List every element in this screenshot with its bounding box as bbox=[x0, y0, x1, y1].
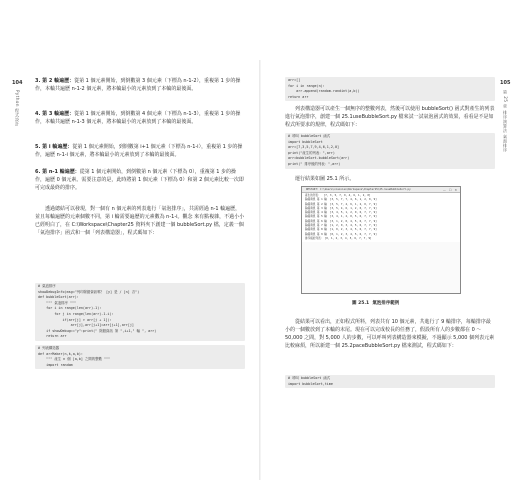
left-chapter-label: Python 程式設計 bbox=[15, 90, 20, 127]
code-line: for j in range(len(arr)-1-i): bbox=[38, 311, 114, 316]
code-line: return arr bbox=[38, 334, 67, 339]
right-code-use-bubble-sort bbox=[285, 133, 495, 169]
code-line: print(" 排序後的列表：",arr) bbox=[288, 161, 341, 166]
caption-text: 氣泡排序範例 bbox=[372, 301, 400, 306]
left-code-arr-maker bbox=[35, 345, 245, 369]
left-paragraph: 透過總結可以發現，對一個有 n 個元素的列表進行「氣泡排序」，共需經過 n-1 輪遍歷，並且每輪遍歷的元素個數不同，第 i 輪需要遍歷的元素數為 n-1-i。觀念 來有點複雜，不過小小已經明白了，在 C:\Workspace\Chapter25 資料夾下創建一個 bubbleSort.py 檔，定義一個「氣泡排序」函式和一個「列表構造器」，程式碼如下： bbox=[35, 206, 245, 236]
code-line: return arr bbox=[288, 94, 309, 99]
output-line: 除錯資訊 第 8 輪 [1, 0, 2, 3, 4, 5, 6, 7, 7, 9] bbox=[305, 228, 377, 232]
step-label: 4. 第 3 輪遍歷： bbox=[35, 111, 75, 117]
right-page-number: 105 bbox=[500, 80, 511, 86]
code-line: def arrMaker(n,k,a,b): bbox=[38, 351, 83, 356]
output-line: 除錯資訊 第 9 輪 [0, 1, 2, 3, 4, 5, 6, 7, 7, 9] bbox=[305, 232, 377, 236]
left-code-bubble-sort bbox=[35, 283, 245, 341]
code-line: arr=[7,3,5,7,9,4,6,1,2,0] bbox=[288, 145, 340, 150]
window-controls-icon: — ☐ ✕ bbox=[442, 188, 458, 192]
code-line: import bubbleSort,time bbox=[288, 381, 333, 386]
code-line: import random bbox=[38, 362, 73, 367]
code-line: """ 產生 n 個 [a,b] 之間的整數 """ bbox=[38, 357, 111, 362]
output-line: 產生的列表： [7, 3, 5, 7, 9, 4, 6, 1, 2, 0] bbox=[305, 194, 371, 197]
output-line: 除錯資訊 第 4 輪 [3, 4, 5, 1, 2, 0, 6, 7, 7, 9] bbox=[305, 211, 377, 215]
code-line: arr[j],arr[j+1]=arr[j+1],arr[j] bbox=[38, 323, 134, 328]
code-line: for i in range(len(arr)-1): bbox=[38, 306, 102, 311]
output-line: 除錯資訊 第 7 輪 [1, 2, 0, 3, 4, 5, 6, 7, 7, 9] bbox=[305, 224, 377, 228]
code-line: """ 氣泡排序 """ bbox=[38, 300, 77, 305]
step-text: 從第 1 個元素開始，到倒數第 n 個元素（下標為 0），重複第 1 步的操作，遍歷 0 個元素。需要注意的是，此時將第 1 個元素（下標為 0）和第 2 個元素比較一次即可完成最終的排序。 bbox=[35, 169, 244, 191]
code-line: arr=[] bbox=[288, 78, 301, 82]
code-line: # 氣泡排序 bbox=[38, 284, 56, 288]
code-line: if showDebug=="y":print(" 除錯資訊 第 ",i+1," 輪 ", arr) bbox=[38, 328, 157, 333]
left-step-5 bbox=[35, 143, 245, 159]
output-line: 除錯資訊 第 2 輪 [3, 5, 7, 4, 6, 1, 2, 0, 7, 9] bbox=[305, 202, 377, 206]
caption-label: 圖 25.1 bbox=[352, 301, 370, 306]
output-line: 除錯資訊 第 5 輪 [3, 4, 1, 2, 0, 5, 6, 7, 7, 9] bbox=[305, 215, 377, 219]
code-line: print("產生的列表：",arr) bbox=[288, 150, 335, 155]
figure-caption bbox=[352, 300, 399, 306]
code-line: for i in range(n): bbox=[288, 83, 325, 88]
step-text: 從第 1 個元素開始，到倒數第 4 個元素（下標為 n-1-3），重複第 1 步的操作，本輪共遍歷 n-1-3 個元素，將本輪最小的元素放到了本輪的最後面。 bbox=[35, 111, 241, 125]
figure-output-body bbox=[302, 193, 460, 242]
step-label: 3. 第 2 輪遍歷： bbox=[35, 78, 75, 84]
left-step-6 bbox=[35, 168, 245, 192]
step-label: 5. 第 i 輪遍歷： bbox=[35, 144, 73, 150]
output-line: 除錯資訊 第 6 輪 [3, 1, 2, 0, 4, 5, 6, 7, 7, 9] bbox=[305, 219, 377, 223]
code-line: arr=bubbleSort.bubbleSort(arr) bbox=[288, 156, 350, 161]
code-line: # 呼叫 bubbleSort 函式 bbox=[288, 376, 331, 380]
right-chapter-label: 第 25 章 排序演算法 氣泡排序 bbox=[503, 90, 508, 153]
figure-window-title: RESTART: C:\Users\xiaoxiao\Workspace\Chapter25\25.1useBubbleSort.py bbox=[302, 187, 460, 193]
right-code-pace-sort bbox=[285, 375, 495, 388]
right-code-arr-maker-end bbox=[285, 77, 495, 101]
code-line: # 列表構造器 bbox=[38, 346, 60, 350]
left-page-number: 104 bbox=[12, 80, 23, 86]
output-line: 除錯資訊 第 3 輪 [3, 5, 4, 6, 1, 2, 0, 7, 7, 9] bbox=[305, 206, 377, 210]
right-paragraph-1: 列表構造器可以產生一個無序的整數列表，然後可以使用 bubbleSort() 函式對產生的列表進行氣泡排序，創建一個 25.1useBubbleSort.py 檔來試一試氣泡函式的效果，看看是不是如程式所要求的規律，程式碼如下： bbox=[285, 106, 495, 128]
step-label: 6. 第 n-1 輪遍歷： bbox=[35, 169, 80, 175]
code-line: showDebugInfo(msg="列印除錯資訊嗎？ [y] 是 / [n] 否") bbox=[38, 289, 140, 294]
left-step-4 bbox=[35, 110, 245, 126]
output-line: 除錯資訊 第 1 輪 [3, 5, 7, 7, 4, 6, 1, 2, 0, 9] bbox=[305, 198, 377, 202]
code-line: arr.append(random.randint(a,b)) bbox=[288, 89, 360, 94]
step-text: 從第 1 個元素開始，到倒數第 3 個元素（下標為 n-1-2），重複第 1 步的操作，本輪共遍歷 n-1-2 個元素，將本輪最小的元素放到了本輪的最後面。 bbox=[35, 78, 241, 92]
book-gutter bbox=[259, 60, 261, 480]
left-step-3 bbox=[35, 77, 245, 93]
step-text: 從第 1 個元素開始，到倒數第 i+1 個元素（下標為 n-1-i），重複第 1 步的操作，遍歷 n-1-i 個元素，將本輪最小的元素放到了本輪的最後面。 bbox=[35, 144, 243, 158]
figure-shell-output bbox=[301, 186, 461, 294]
right-run-text: 運行結果如圖 25.1 所示。 bbox=[295, 176, 355, 182]
code-line: # 呼叫 bubbleSort 函式 bbox=[288, 134, 331, 138]
right-paragraph-2: 從結果可以看出，正如程式所料，列表共有 10 個元素，共進行了 9 輪排序，每輪排序最小的一個數放到了本輪的末尾。現在可以完成校長的任務了，假設所有人的步數都在 0 ～ 50,000 之間，對 5,000 人的步數，可以呼叫列表構造器來模擬，不過顯示 5,000 個列表元素比較麻煩，所以新建一個 25.2paceBubbleSort.py 檔來測試，程式碼如下： bbox=[285, 319, 495, 349]
code-line: import bubbleSort bbox=[288, 139, 323, 144]
code-line: if(arr[j] > arr[j + 1]): bbox=[38, 317, 112, 322]
code-line: def bubbleSort(arr): bbox=[38, 295, 79, 300]
output-line: 排序後的列表： [0, 1, 2, 3, 4, 5, 6, 7, 7, 9] bbox=[305, 236, 372, 240]
